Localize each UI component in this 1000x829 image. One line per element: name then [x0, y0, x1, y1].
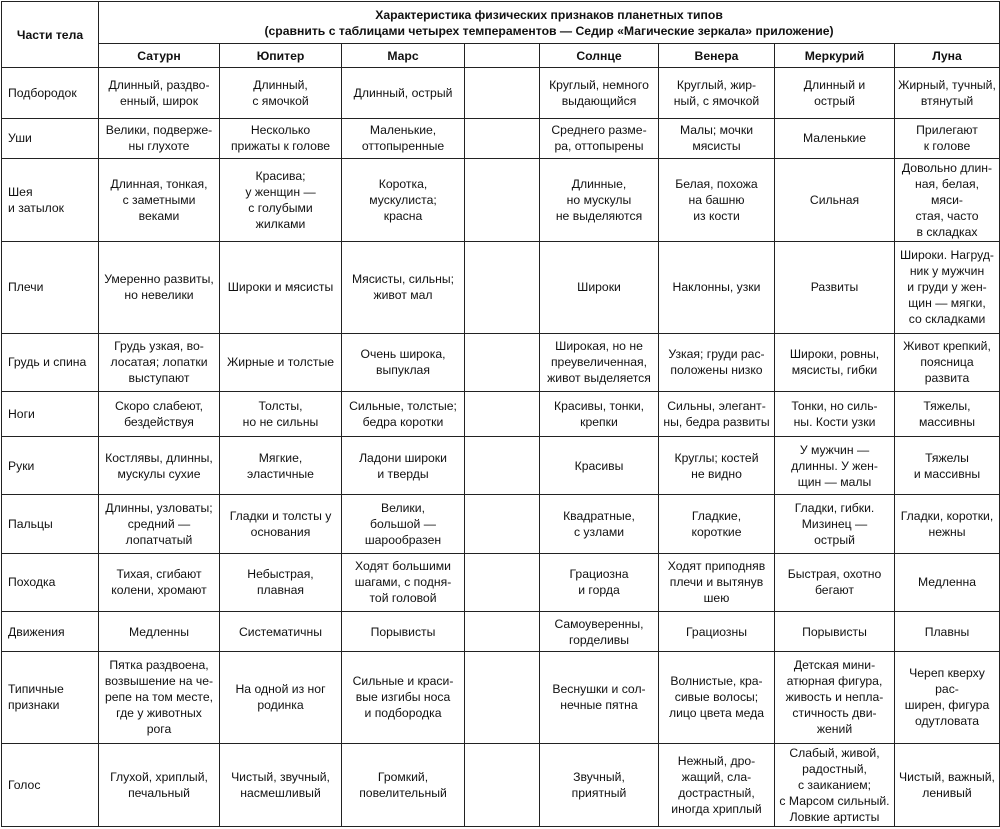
table-cell — [465, 553, 540, 611]
table-row — [2, 391, 1000, 436]
row-label: Шея и затылок — [2, 158, 99, 241]
table-cell: Громкий, повелительный — [342, 743, 465, 826]
table-cell: Тяжелы и массивны — [895, 437, 1000, 495]
table-row — [2, 495, 1000, 553]
table-cell: Длинный, с ямочкой — [220, 68, 342, 118]
table-cell: Широки и мясисты — [220, 242, 342, 333]
column-header: Юпитер — [220, 44, 342, 68]
table-cell: Наклонны, узки — [659, 242, 775, 333]
table-cell: Круглый, жир- ный, с ямочкой — [659, 68, 775, 118]
table-cell — [465, 158, 540, 241]
table-cell — [465, 333, 540, 391]
table-body — [2, 68, 1000, 827]
table-row — [2, 611, 1000, 651]
table-cell: Длинны, узловаты; средний — лопатчатый — [99, 495, 220, 553]
table-cell: Квадратные, с узлами — [540, 495, 659, 553]
table-cell: Грудь узкая, во- лосатая; лопатки выступают — [99, 333, 220, 391]
table-cell: Жирный, тучный, втянутый — [895, 68, 1000, 118]
row-label: Грудь и спина — [2, 333, 99, 391]
table-cell: Узкая; груди рас- положены низко — [659, 333, 775, 391]
table-cell: Ладони широки и тверды — [342, 437, 465, 495]
table-cell: Сильны, элегант- ны, бедра развиты — [659, 391, 775, 436]
table-cell: Широки. Нагруд- ник у мужчин и груди у жен- щин — мягки, со складками — [895, 242, 1000, 333]
table-cell: Широки, ровны, мясисты, гибки — [775, 333, 895, 391]
table-cell: Прилегают к голове — [895, 118, 1000, 158]
table-cell: Умеренно развиты, но невелики — [99, 242, 220, 333]
table-cell: Тонки, но силь- ны. Кости узки — [775, 391, 895, 436]
table-cell: Гладки, коротки, нежны — [895, 495, 1000, 553]
column-header: Меркурий — [775, 44, 895, 68]
table-cell: Маленькие, оттопыренные — [342, 118, 465, 158]
table-cell: Красивы, тонки, крепки — [540, 391, 659, 436]
row-label: Плечи — [2, 242, 99, 333]
table-cell: Длинная, тонкая, с заметными веками — [99, 158, 220, 241]
table-cell: Пятка раздвоена, возвышение на че- репе на том месте, где у животных рога — [99, 652, 220, 743]
table-cell: Веснушки и сол- нечные пятна — [540, 652, 659, 743]
table-cell: Слабый, живой, радостный, с заиканием; с Марсом сильный. Ловкие артисты — [775, 743, 895, 826]
table-cell: Грациозны — [659, 611, 775, 651]
row-label: Уши — [2, 118, 99, 158]
row-label: Голос — [2, 743, 99, 826]
table-cell: Маленькие — [775, 118, 895, 158]
table-cell: Сильные, толстые; бедра коротки — [342, 391, 465, 436]
header-row-title — [2, 2, 1000, 44]
table-cell: Сильные и краси- вые изгибы носа и подбородка — [342, 652, 465, 743]
table-title-line1: Характеристика физических признаков планетных типов — [375, 7, 723, 22]
table-row — [2, 158, 1000, 241]
table-cell — [465, 391, 540, 436]
table-cell: Глухой, хриплый, печальный — [99, 743, 220, 826]
column-header: Венера — [659, 44, 775, 68]
table-cell: Длинный и острый — [775, 68, 895, 118]
table-cell: Костлявы, длинны, мускулы сухие — [99, 437, 220, 495]
table-cell: Толсты, но не сильны — [220, 391, 342, 436]
table-cell — [465, 242, 540, 333]
table-row — [2, 242, 1000, 333]
table-cell: Живот крепкий, поясница развита — [895, 333, 1000, 391]
table-row — [2, 118, 1000, 158]
table-cell: Круглы; костей не видно — [659, 437, 775, 495]
table-cell: Сильная — [775, 158, 895, 241]
table-cell: Порывисты — [775, 611, 895, 651]
table-cell: Плавны — [895, 611, 1000, 651]
table-cell: Длинный, раздво- енный, широк — [99, 68, 220, 118]
table-cell: Широкая, но не преувеличенная, живот выделяется — [540, 333, 659, 391]
table-title — [99, 2, 1000, 44]
table-cell: У мужчин — длинны. У жен- щин — малы — [775, 437, 895, 495]
row-label: Походка — [2, 553, 99, 611]
table-cell: Быстрая, охотно бегают — [775, 553, 895, 611]
table-cell: Чистый, звучный, насмешливый — [220, 743, 342, 826]
row-label: Движения — [2, 611, 99, 651]
header-row-columns — [2, 44, 1000, 68]
table-cell: Ходят приподняв плечи и вытянув шею — [659, 553, 775, 611]
table-row — [2, 652, 1000, 743]
table-cell — [465, 437, 540, 495]
table-cell: Широки — [540, 242, 659, 333]
table-cell: Велики, подверже- ны глухоте — [99, 118, 220, 158]
table-cell: Небыстрая, плавная — [220, 553, 342, 611]
table-cell: Порывисты — [342, 611, 465, 651]
table-cell: Медленны — [99, 611, 220, 651]
table-cell: Жирные и толстые — [220, 333, 342, 391]
table-cell: Гладкие, короткие — [659, 495, 775, 553]
table-cell: На одной из ног родинка — [220, 652, 342, 743]
table-row — [2, 68, 1000, 118]
table-cell — [465, 495, 540, 553]
table-cell: Тяжелы, массивны — [895, 391, 1000, 436]
table-cell: Тихая, сгибают колени, хромают — [99, 553, 220, 611]
table-cell: Детская мини- атюрная фигура, живость и непла- стичность дви- жений — [775, 652, 895, 743]
planetary-types-table — [1, 1, 1000, 827]
table-cell: Медленна — [895, 553, 1000, 611]
table-cell: Ходят большими шагами, с подня- той головой — [342, 553, 465, 611]
table-row — [2, 437, 1000, 495]
column-header — [465, 44, 540, 68]
table-cell: Велики, большой — шарообразен — [342, 495, 465, 553]
table-row — [2, 553, 1000, 611]
table-cell: Гладки и толсты у основания — [220, 495, 342, 553]
column-header: Марс — [342, 44, 465, 68]
table-cell — [465, 652, 540, 743]
table-cell: Самоуверенны, горделивы — [540, 611, 659, 651]
table-cell: Развиты — [775, 242, 895, 333]
table-row — [2, 743, 1000, 826]
table-cell: Довольно длин- ная, белая, мяси- стая, часто в складках — [895, 158, 1000, 241]
table-cell: Красивы — [540, 437, 659, 495]
table-row — [2, 333, 1000, 391]
row-label: Подбородок — [2, 68, 99, 118]
table-cell: Грациозна и горда — [540, 553, 659, 611]
table-cell: Нежный, дро- жащий, сла- дострастный, иногда хриплый — [659, 743, 775, 826]
table-cell — [465, 611, 540, 651]
table-cell: Звучный, приятный — [540, 743, 659, 826]
table-cell: Длинные, но мускулы не выделяются — [540, 158, 659, 241]
table-cell: Мягкие, эластичные — [220, 437, 342, 495]
table-cell: Коротка, мускулиста; красна — [342, 158, 465, 241]
table-cell — [465, 118, 540, 158]
column-header: Луна — [895, 44, 1000, 68]
table-cell: Малы; мочки мясисты — [659, 118, 775, 158]
table-cell: Череп кверху рас- ширен, фигура одутловата — [895, 652, 1000, 743]
table-cell: Очень широка, выпуклая — [342, 333, 465, 391]
table-cell: Круглый, немного выдающийся — [540, 68, 659, 118]
table-cell: Красива; у женщин — с голубыми жилками — [220, 158, 342, 241]
row-label: Ноги — [2, 391, 99, 436]
table-cell: Мясисты, сильны; живот мал — [342, 242, 465, 333]
row-label: Типичные признаки — [2, 652, 99, 743]
table-cell: Длинный, острый — [342, 68, 465, 118]
table-cell — [465, 68, 540, 118]
table-cell — [465, 743, 540, 826]
column-header: Солнце — [540, 44, 659, 68]
table-cell: Среднего разме- ра, оттопырены — [540, 118, 659, 158]
table-cell: Скоро слабеют, бездействуя — [99, 391, 220, 436]
table-cell: Систематичны — [220, 611, 342, 651]
table-cell: Несколько прижаты к голове — [220, 118, 342, 158]
table-cell: Чистый, важный, ленивый — [895, 743, 1000, 826]
row-label: Руки — [2, 437, 99, 495]
column-header: Сатурн — [99, 44, 220, 68]
row-label: Пальцы — [2, 495, 99, 553]
table-cell: Белая, похожа на башню из кости — [659, 158, 775, 241]
table-cell: Гладки, гибки. Мизинец — острый — [775, 495, 895, 553]
table-cell: Волнистые, кра- сивые волосы; лицо цвета меда — [659, 652, 775, 743]
table-title-line2: (сравнить с таблицами четырех темпераментов — Седир «Магические зеркала» приложение) — [264, 23, 834, 38]
corner-header: Части тела — [2, 2, 99, 68]
